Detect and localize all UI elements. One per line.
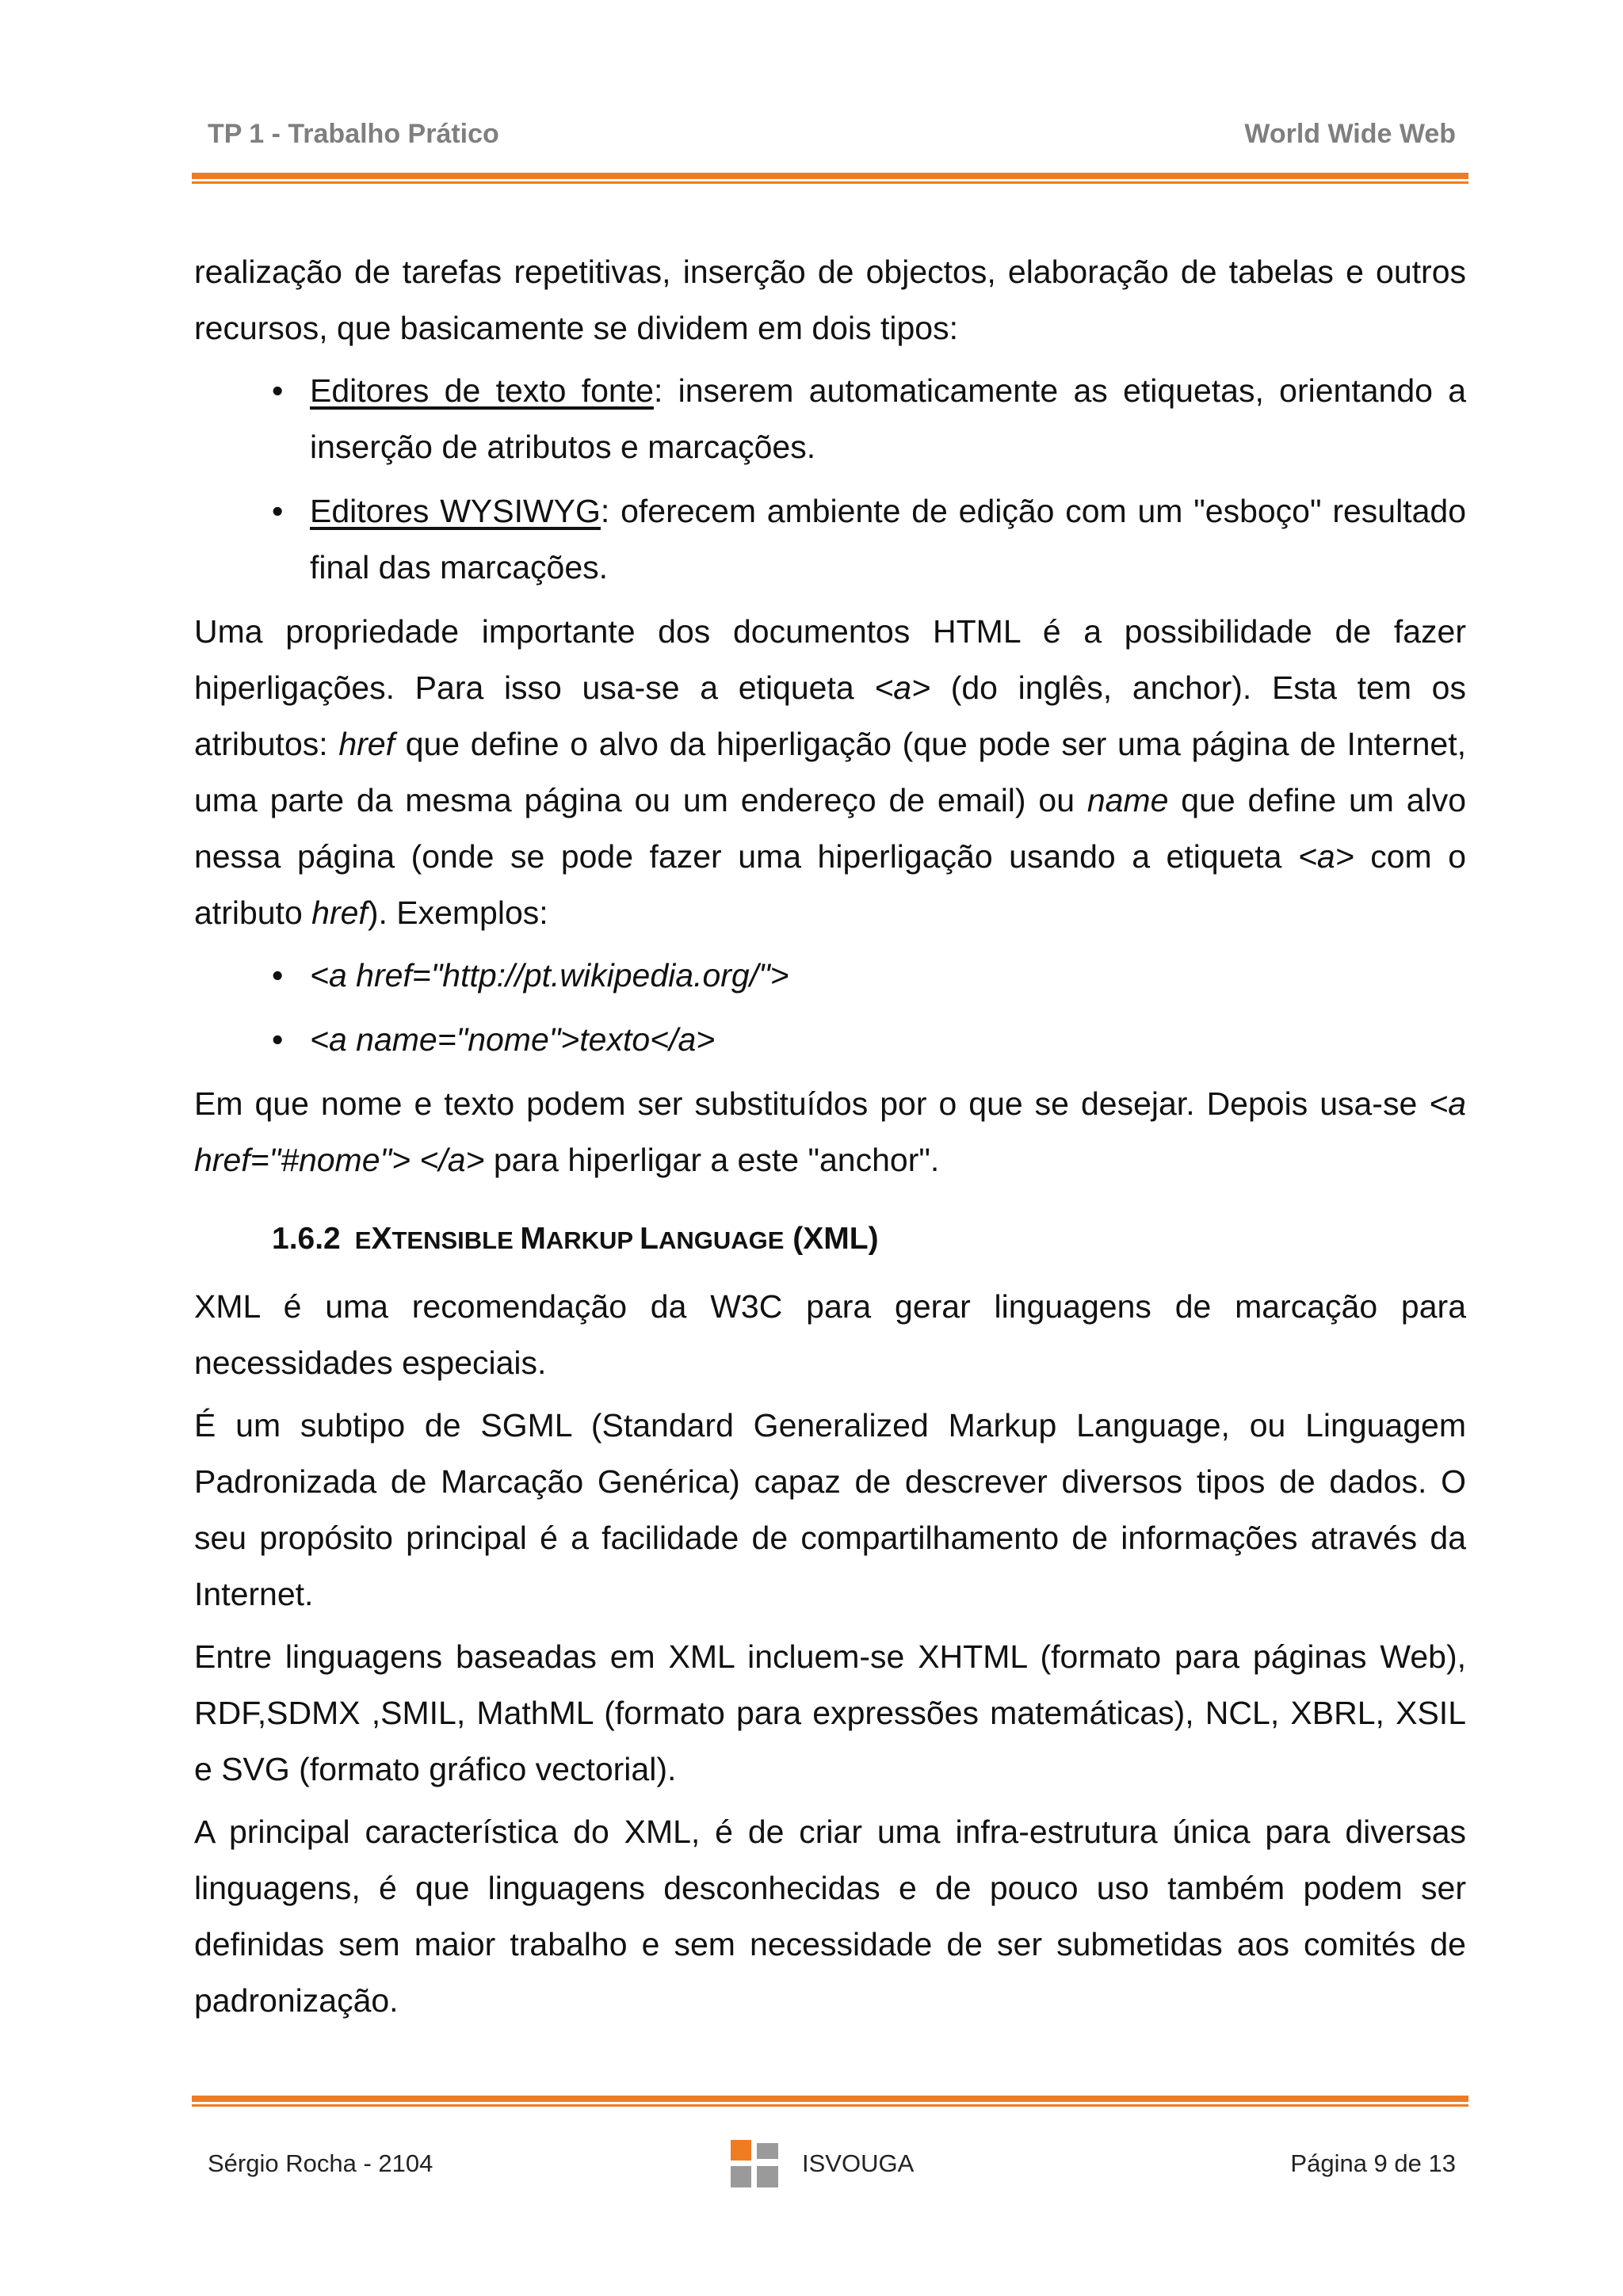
code-inline: name	[1086, 782, 1169, 818]
body-paragraph: XML é uma recomendação da W3C para gerar linguagens de marcação para necessidades especiais.	[194, 1288, 1466, 1381]
footer-org: ISVOUGA	[802, 2149, 915, 2177]
text-run: com o atributo	[194, 838, 1466, 931]
text-run: para hiperligar a este "anchor".	[484, 1142, 940, 1178]
text-run: que define um alvo nessa página (onde se pode fazer uma hiperligação usando a etiqueta	[194, 782, 1466, 875]
intro-paragraph: realização de tarefas repetitivas, inserção de objectos, elaboração de tabelas e outros recursos, que basicamente se dividem em dois tipos:	[194, 254, 1466, 346]
text-run: Em que nome e texto podem ser substituídos por o que se desejar. Depois usa-se	[194, 1085, 1430, 1122]
header-title-right: World Wide Web	[1244, 119, 1456, 149]
text-run: X	[371, 1222, 392, 1256]
editor-term: Editores WYSIWYG	[310, 493, 601, 529]
body-paragraph: A principal característica do XML, é de criar uma infra-estrutura única para diversas linguagens, é que linguagens desconhecidas e de pouco uso também podem ser definidas sem maior trabalho e sem necessidade de ser submetidas aos comités de padronização.	[194, 1814, 1466, 2019]
text-run: ANGUAGE	[658, 1226, 785, 1254]
document-body	[194, 244, 1466, 2035]
code-inline: <a>	[1297, 838, 1354, 875]
list-item	[310, 948, 1466, 1004]
code-example: <a href="http://pt.wikipedia.org/">	[310, 957, 789, 994]
text-run: (do inglês, anchor). Esta tem os atributos:	[194, 669, 1466, 762]
code-inline: href	[338, 726, 395, 762]
text-run: ARKUP	[545, 1226, 640, 1254]
body-paragraph: Entre linguagens baseadas em XML incluem-se XHTML (formato para páginas Web), RDF,SDMX ,SMIL, MathML (formato para expressões matemáticas), NCL, XBRL, XSIL e SVG (formato gráfico vectorial).	[194, 1638, 1466, 1787]
code-inline: <a>	[874, 669, 931, 706]
code-inline: <a href="#nome"> </a>	[194, 1085, 1466, 1178]
code-example: <a name="nome">texto</a>	[310, 1021, 716, 1058]
text-run: Uma propriedade importante dos documentos HTML é a possibilidade de fazer hiperligações. Para isso usa-se a etiqueta	[194, 613, 1466, 706]
text-run: que define o alvo da hiperligação (que pode ser uma página de Internet, uma parte da mesma página ou um endereço de email) ou	[194, 726, 1466, 818]
text-run: M	[520, 1222, 546, 1256]
section-heading	[272, 1215, 1466, 1264]
list-item	[310, 363, 1466, 475]
list-item	[310, 1012, 1466, 1068]
substitute-paragraph	[194, 1076, 1466, 1188]
footer-rule	[192, 2096, 1468, 2107]
text-run: TENSIBLE	[391, 1226, 521, 1254]
examples-list	[194, 948, 1466, 1068]
footer-page-number: Página 9 de 13	[1290, 2149, 1456, 2177]
text-run: E	[354, 1226, 372, 1254]
text-run: ). Exemplos:	[367, 894, 548, 931]
header-title-left: TP 1 - Trabalho Prático	[208, 119, 499, 149]
text-run: (XML)	[784, 1222, 879, 1256]
editor-term: Editores de texto fonte	[310, 372, 654, 409]
isvouga-logo-icon	[731, 2140, 778, 2187]
header-rule	[192, 173, 1468, 184]
hyperlinks-paragraph	[194, 604, 1466, 941]
body-paragraph: É um subtipo de SGML (Standard Generalized Markup Language, ou Linguagem Padronizada de Marcação Genérica) capaz de descrever diversos tipos de dados. O seu propósito principal é a facilidade de compartilhamento de informações através da Internet.	[194, 1407, 1466, 1612]
code-inline: href	[311, 894, 368, 931]
editor-desc: : inserem automaticamente as etiquetas, orientando a inserção de atributos e marcações.	[310, 372, 1467, 465]
section-number: 1.6.2	[272, 1222, 341, 1256]
list-item	[310, 483, 1466, 596]
text-run: L	[640, 1222, 659, 1256]
editor-desc: : oferecem ambiente de edição com um "esboço" resultado final das marcações.	[310, 493, 1466, 585]
footer-author: Sérgio Rocha - 2104	[208, 2149, 433, 2177]
editors-list	[194, 363, 1466, 596]
